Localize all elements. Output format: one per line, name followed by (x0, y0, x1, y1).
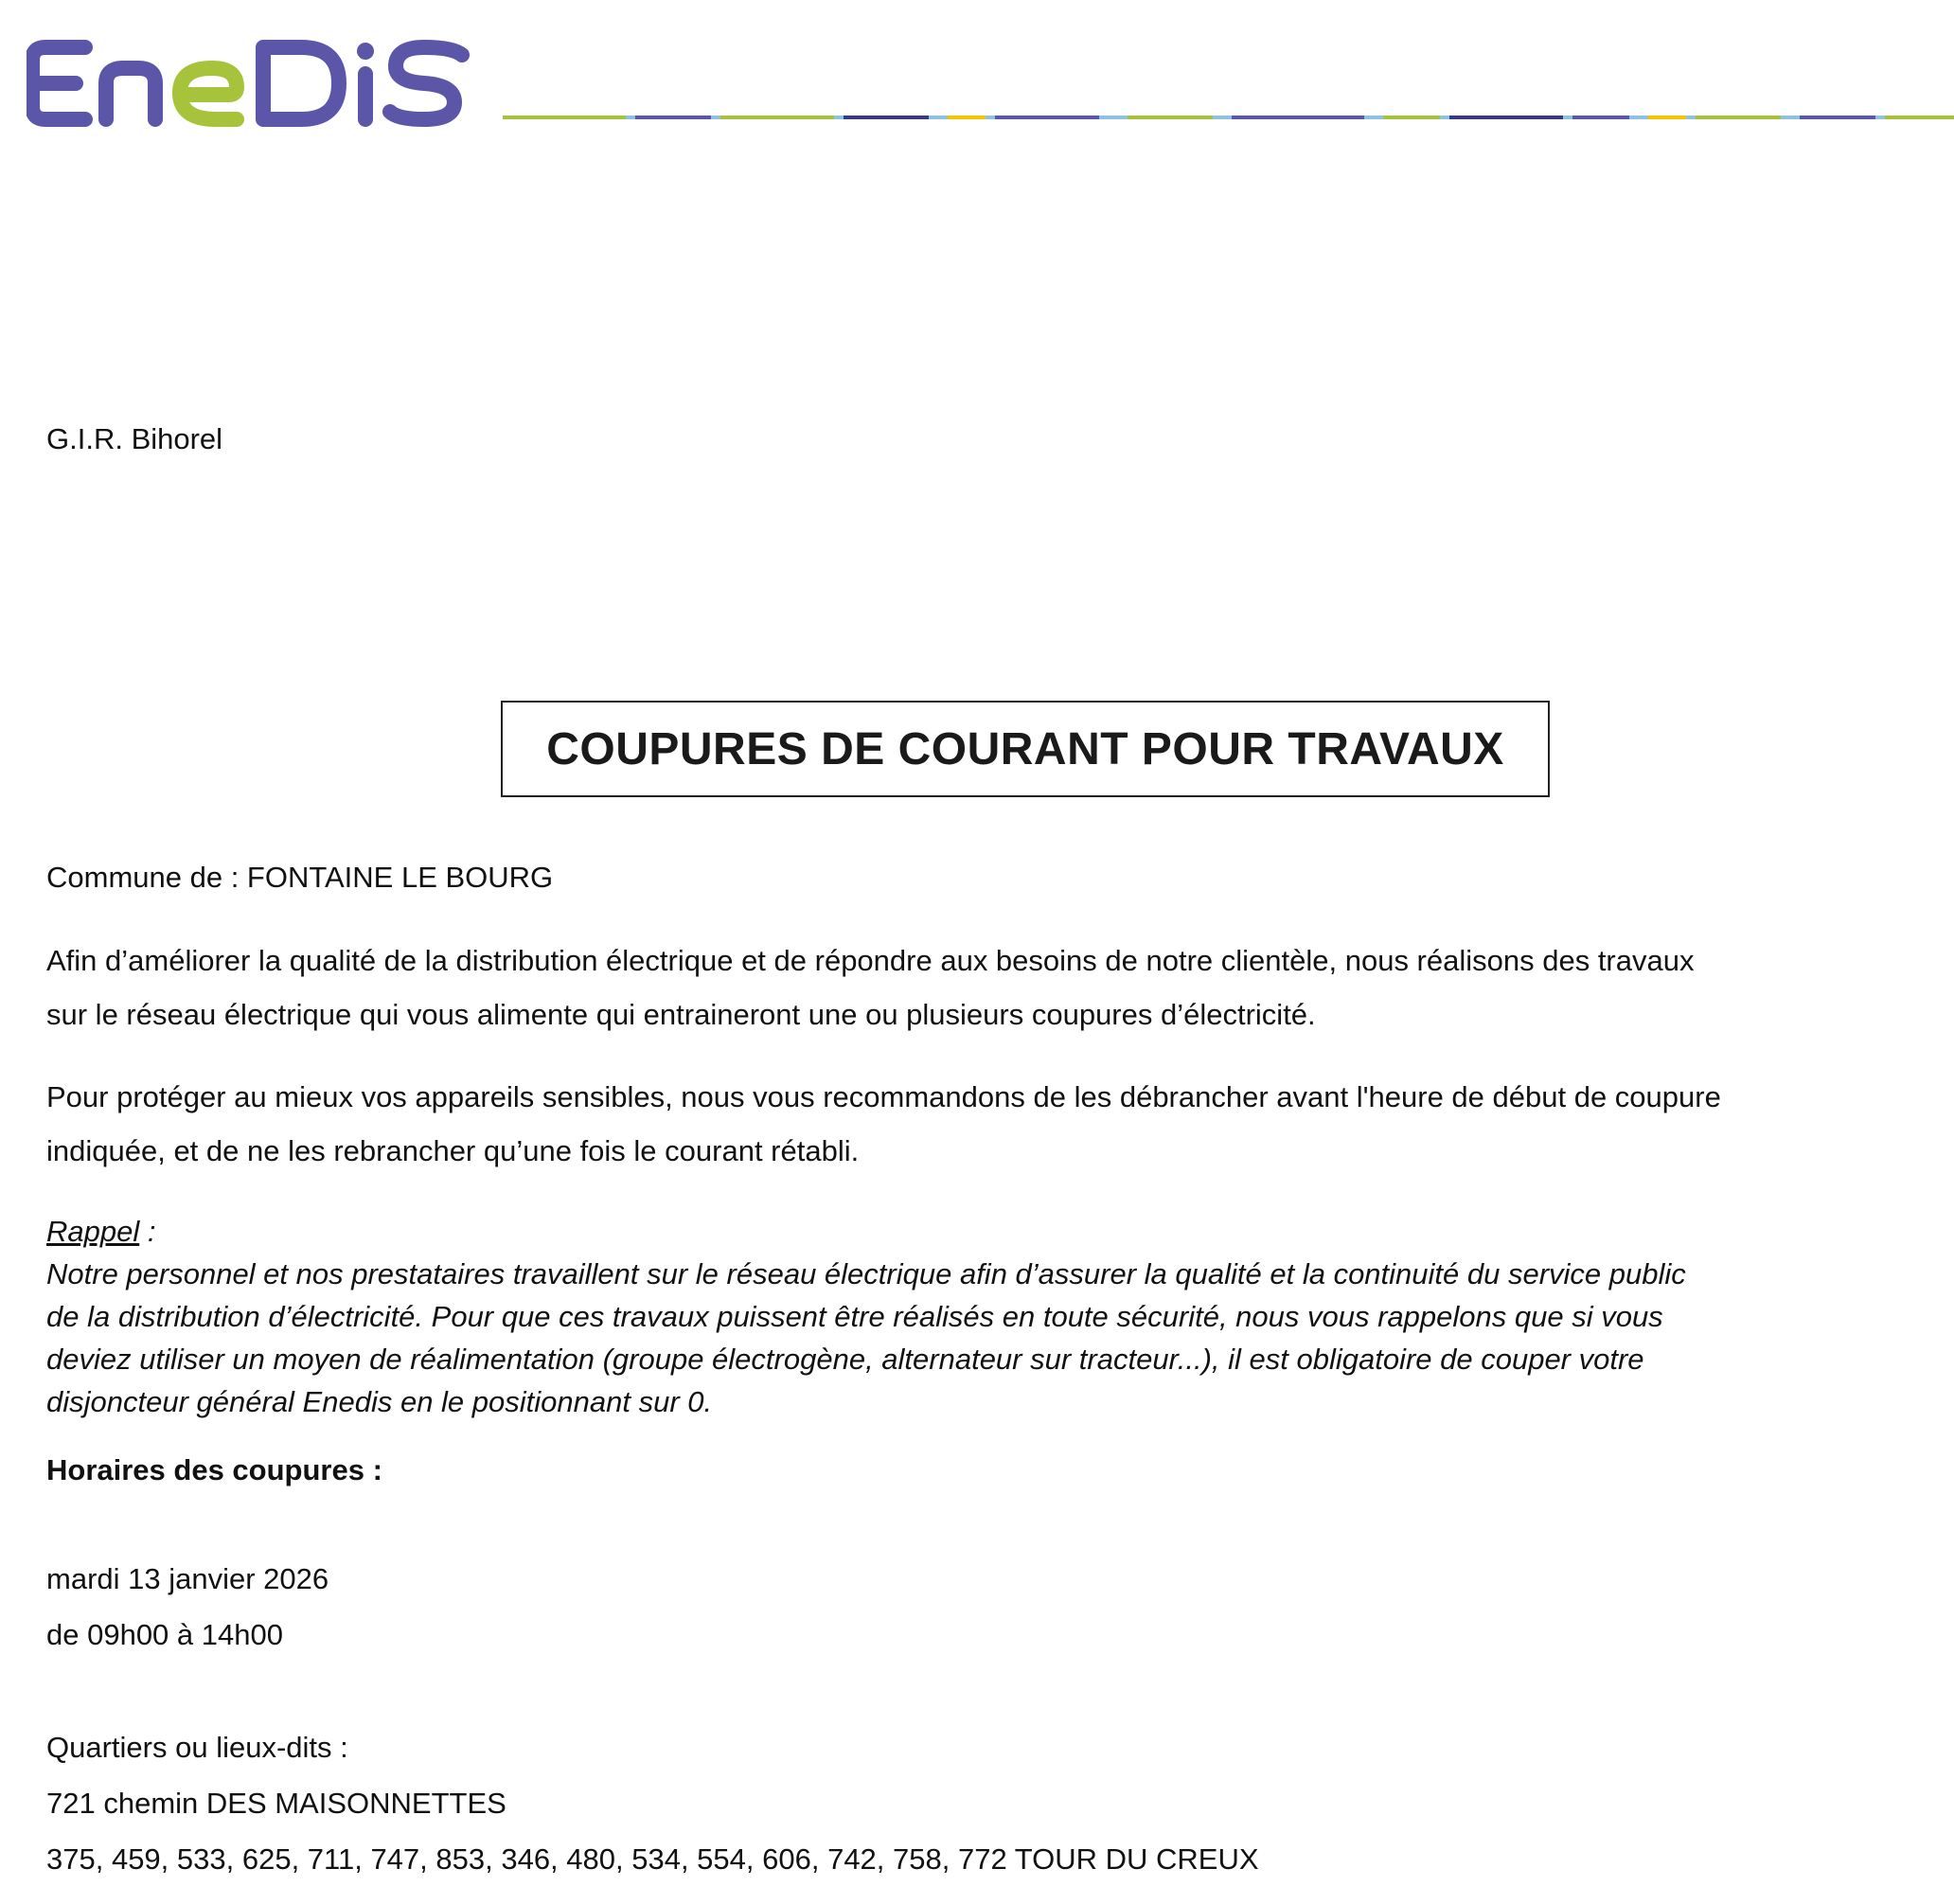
address-item: 375, 459, 533, 625, 711, 747, 853, 346, 480, 534, 554, 606, 742, 758, 772 TOUR DU CREUX (46, 1842, 1259, 1876)
address-item: 721 chemin DES MAISONNETTES (46, 1787, 506, 1820)
rappel-label: Rappel (46, 1215, 140, 1248)
title-box (501, 701, 1550, 797)
commune: Commune de : FONTAINE LE BOURG (46, 861, 554, 894)
rappel-line: Notre personnel et nos prestataires travaillent sur le réseau électrique afin d’assurer la qualité et la continuité du service public (46, 1257, 1686, 1290)
rappel-line: de la distribution d’électricité. Pour que ces travaux puissent être réalisés en toute sécurité, nous vous rappelons que si vous (46, 1300, 1663, 1333)
paragraph-recommendation-line: Pour protéger au mieux vos appareils sensibles, nous vous recommandons de les débrancher avant l'heure de début de coupure (46, 1080, 1721, 1113)
page-title: COUPURES DE COURANT POUR TRAVAUX (546, 723, 1504, 774)
outage-time: de 09h00 à 14h00 (46, 1618, 283, 1651)
paragraph-intro-line: Afin d’améliorer la qualité de la distribution électrique et de répondre aux besoins de notre clientèle, nous réalisons des travaux (46, 944, 1695, 977)
rappel-line: disjoncteur général Enedis en le positionnant sur 0. (46, 1385, 713, 1418)
quartiers-heading: Quartiers ou lieux-dits : (46, 1731, 348, 1764)
rappel-colon: : (139, 1215, 156, 1248)
rappel-heading (46, 1210, 1930, 1253)
paragraph-recommendation (46, 1070, 1930, 1178)
rappel-block (46, 1210, 1930, 1423)
sender: G.I.R. Bihorel (46, 422, 223, 455)
horaires-heading: Horaires des coupures : (46, 1453, 382, 1486)
rappel-line: deviez utiliser un moyen de réalimentation (groupe électrogène, alternateur sur tracteur...), il est obligatoire de couper votre (46, 1343, 1644, 1376)
enedis-logo (27, 36, 471, 131)
paragraph-intro (46, 934, 1930, 1041)
header-divider (503, 113, 1954, 122)
paragraph-intro-line: sur le réseau électrique qui vous alimente qui entraineront une ou plusieurs coupures d’électricité. (46, 998, 1316, 1031)
outage-date: mardi 13 janvier 2026 (46, 1562, 329, 1595)
paragraph-recommendation-line: indiquée, et de ne les rebrancher qu’une fois le courant rétabli. (46, 1134, 860, 1167)
